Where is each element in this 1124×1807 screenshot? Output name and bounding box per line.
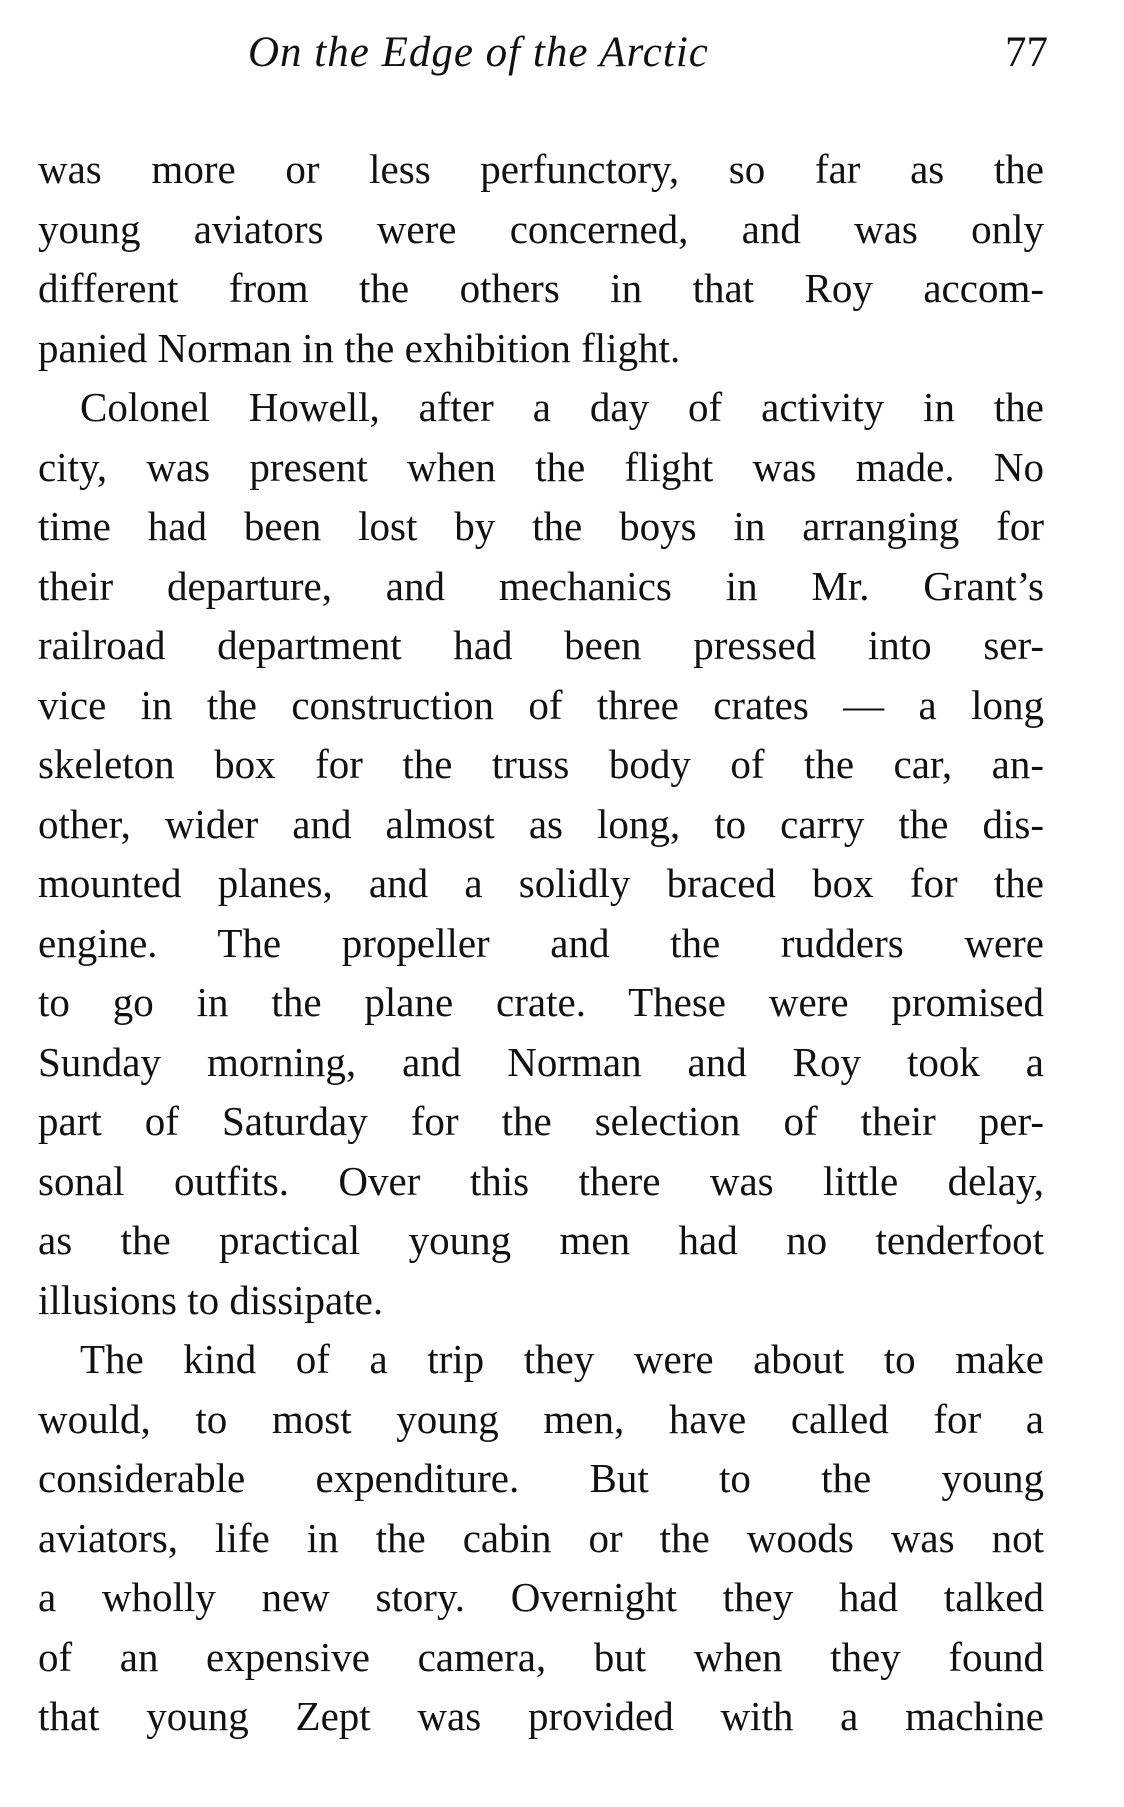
text-line: engine. The propeller and the rudders were	[38, 919, 1044, 966]
running-title: On the Edge of the Arctic	[248, 29, 709, 76]
text-line: sonal outfits. Over this there was little delay,	[38, 1157, 1044, 1204]
text-line: time had been lost by the boys in arranging for	[38, 503, 1044, 549]
text-line: considerable expenditure. But to the young	[38, 1455, 1044, 1501]
text-line: their departure, and mechanics in Mr. Grant’s	[38, 562, 1044, 609]
text-line: city, was present when the flight was made. No	[38, 443, 1044, 490]
text-line: panied Norman in the exhibition flight.	[38, 324, 681, 371]
text-line: that young Zept was provided with a machine	[38, 1693, 1044, 1739]
text-line: aviators, life in the cabin or the woods was not	[38, 1514, 1044, 1561]
text-line: Sunday morning, and Norman and Roy took a	[38, 1038, 1044, 1085]
text-line: of an expensive camera, but when they found	[38, 1633, 1044, 1680]
text-line: was more or less perfunctory, so far as the	[38, 146, 1044, 192]
text-line: would, to most young men, have called for a	[38, 1395, 1044, 1442]
text-line: vice in the construction of three crates — a long	[38, 681, 1044, 728]
text-line: illusions to dissipate.	[38, 1276, 384, 1323]
text-line: The kind of a trip they were about to make	[80, 1336, 1044, 1382]
text-line: Colonel Howell, after a day of activity in the	[80, 384, 1044, 430]
text-line: part of Saturday for the selection of their per-	[38, 1098, 1044, 1144]
text-line: different from the others in that Roy accom-	[38, 265, 1044, 311]
text-line: a wholly new story. Overnight they had talked	[38, 1574, 1044, 1620]
running-head	[38, 28, 1048, 88]
body-text	[38, 140, 1044, 1747]
page-number: 77	[1005, 29, 1048, 76]
text-line: mounted planes, and a solidly braced box for the	[38, 860, 1044, 906]
text-line: skeleton box for the truss body of the car, an-	[38, 741, 1044, 787]
text-line: as the practical young men had no tenderfoot	[38, 1217, 1044, 1263]
text-line: young aviators were concerned, and was only	[38, 205, 1044, 252]
text-line: to go in the plane crate. These were promised	[38, 979, 1044, 1025]
text-line: other, wider and almost as long, to carry the dis-	[38, 800, 1044, 847]
text-line: railroad department had been pressed into ser-	[38, 622, 1044, 668]
